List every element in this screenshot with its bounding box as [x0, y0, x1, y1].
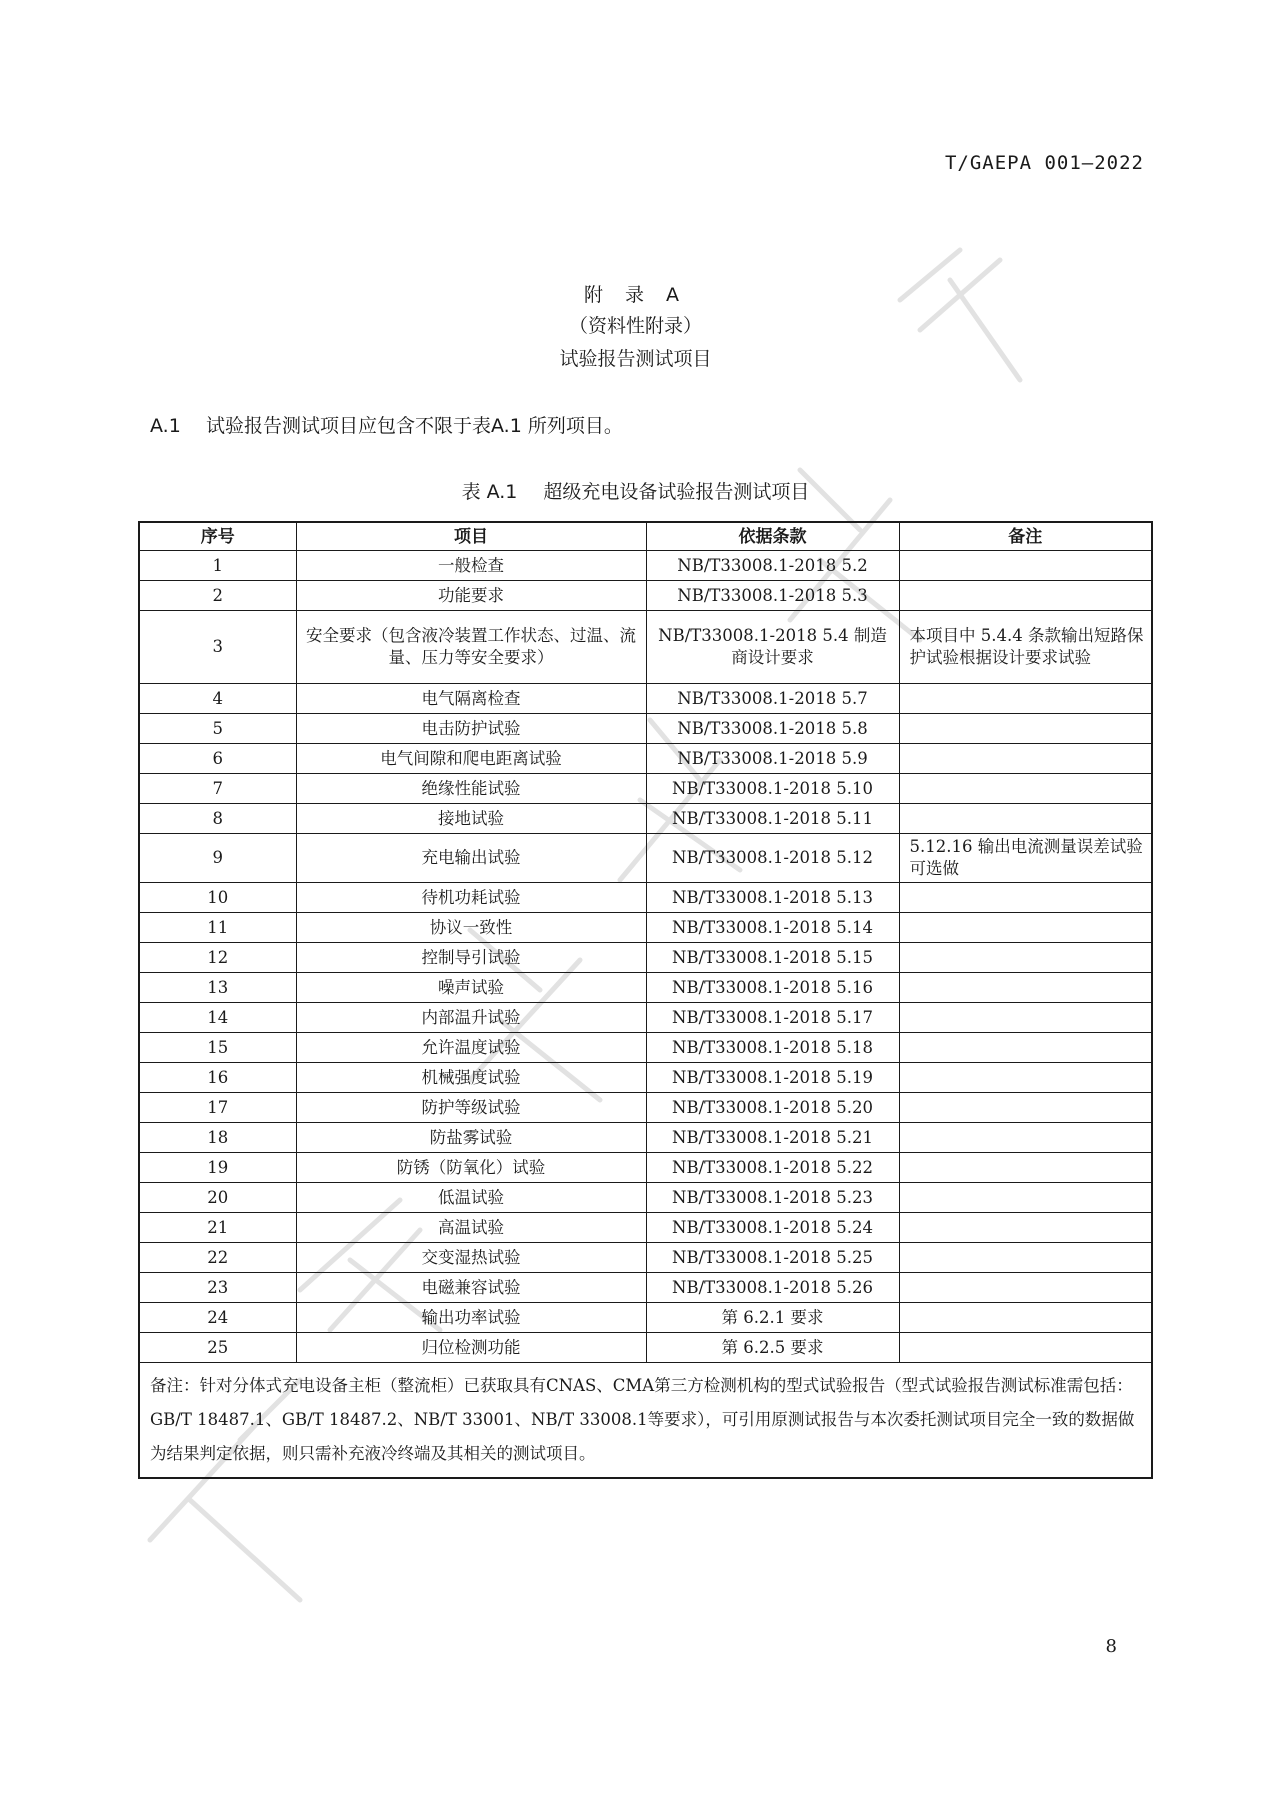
row-remark [899, 1243, 1152, 1273]
row-basis: NB/T33008.1-2018 5.13 [646, 883, 899, 913]
table-caption-title: 超级充电设备试验报告测试项目 [543, 481, 810, 503]
row-item: 噪声试验 [296, 973, 646, 1003]
table-row [139, 913, 1152, 943]
clause-a1 [150, 411, 623, 438]
row-remark [899, 1303, 1152, 1333]
clause-text: 试验报告测试项目应包含不限于表A.1 所列项目。 [206, 415, 623, 437]
row-item: 内部温升试验 [296, 1003, 646, 1033]
row-remark [899, 913, 1152, 943]
row-number: 18 [139, 1123, 296, 1153]
row-number: 12 [139, 943, 296, 973]
table-row [139, 1183, 1152, 1213]
table-row [139, 1123, 1152, 1153]
row-basis: NB/T33008.1-2018 5.21 [646, 1123, 899, 1153]
row-basis: NB/T33008.1-2018 5.10 [646, 774, 899, 804]
row-item: 防锈（防氧化）试验 [296, 1153, 646, 1183]
row-number: 15 [139, 1033, 296, 1063]
table-row [139, 714, 1152, 744]
row-number: 3 [139, 611, 296, 684]
row-number: 17 [139, 1093, 296, 1123]
row-number: 14 [139, 1003, 296, 1033]
row-number: 25 [139, 1333, 296, 1363]
row-number: 9 [139, 834, 296, 883]
row-item: 电磁兼容试验 [296, 1273, 646, 1303]
row-basis: NB/T33008.1-2018 5.7 [646, 684, 899, 714]
row-number: 24 [139, 1303, 296, 1333]
table-note: 备注：针对分体式充电设备主柜（整流柜）已获取具有CNAS、CMA第三方检测机构的型式试验报告（型式试验报告测试标准需包括：GB/T 18487.1、GB/T 18487.2、NB/T 33001、NB/T 33008.1等要求），可引用原测试报告与本次委托测试项目完全一致的数据做为结果判定依据，则只需补充液冷终端及其相关的测试项目。 [139, 1363, 1152, 1479]
row-number: 1 [139, 551, 296, 581]
table-row [139, 581, 1152, 611]
row-item: 防护等级试验 [296, 1093, 646, 1123]
clause-number: A.1 [150, 415, 181, 437]
row-item: 防盐雾试验 [296, 1123, 646, 1153]
row-remark [899, 714, 1152, 744]
row-basis: NB/T33008.1-2018 5.20 [646, 1093, 899, 1123]
row-number: 21 [139, 1213, 296, 1243]
row-basis: NB/T33008.1-2018 5.14 [646, 913, 899, 943]
table-row [139, 1093, 1152, 1123]
row-number: 11 [139, 913, 296, 943]
table-row [139, 774, 1152, 804]
appendix-title: 附 录 A [583, 284, 688, 306]
row-item: 输出功率试验 [296, 1303, 646, 1333]
row-remark [899, 973, 1152, 1003]
table-row [139, 834, 1152, 883]
row-item: 交变湿热试验 [296, 1243, 646, 1273]
row-number: 6 [139, 744, 296, 774]
row-remark [899, 774, 1152, 804]
row-number: 22 [139, 1243, 296, 1273]
row-remark [899, 551, 1152, 581]
row-number: 19 [139, 1153, 296, 1183]
row-basis: NB/T33008.1-2018 5.23 [646, 1183, 899, 1213]
row-basis: NB/T33008.1-2018 5.8 [646, 714, 899, 744]
table-row [139, 1033, 1152, 1063]
row-item: 允许温度试验 [296, 1033, 646, 1063]
row-item: 接地试验 [296, 804, 646, 834]
table-row [139, 1243, 1152, 1273]
table-row [139, 883, 1152, 913]
row-remark [899, 804, 1152, 834]
test-items-table [138, 521, 1153, 1479]
table-row [139, 744, 1152, 774]
row-item: 电气间隙和爬电距离试验 [296, 744, 646, 774]
table-row [139, 684, 1152, 714]
header-remark: 备注 [899, 522, 1152, 551]
row-number: 23 [139, 1273, 296, 1303]
row-basis: NB/T33008.1-2018 5.17 [646, 1003, 899, 1033]
row-number: 20 [139, 1183, 296, 1213]
document-code: T/GAEPA 001—2022 [944, 152, 1144, 174]
row-number: 2 [139, 581, 296, 611]
row-remark [899, 883, 1152, 913]
table-row [139, 1063, 1152, 1093]
row-remark: 5.12.16 输出电流测量误差试验可选做 [899, 834, 1152, 883]
row-basis: NB/T33008.1-2018 5.4 制造商设计要求 [646, 611, 899, 684]
row-basis: NB/T33008.1-2018 5.9 [646, 744, 899, 774]
table-row [139, 804, 1152, 834]
table-row [139, 1333, 1152, 1363]
table-caption [0, 477, 1271, 504]
row-remark [899, 943, 1152, 973]
row-basis: NB/T33008.1-2018 5.3 [646, 581, 899, 611]
row-basis: NB/T33008.1-2018 5.26 [646, 1273, 899, 1303]
table-row [139, 1303, 1152, 1333]
row-item: 电气隔离检查 [296, 684, 646, 714]
row-item: 充电输出试验 [296, 834, 646, 883]
row-basis: NB/T33008.1-2018 5.25 [646, 1243, 899, 1273]
row-remark [899, 1123, 1152, 1153]
row-remark [899, 1273, 1152, 1303]
table-row [139, 973, 1152, 1003]
table-row [139, 1273, 1152, 1303]
row-basis: NB/T33008.1-2018 5.12 [646, 834, 899, 883]
row-number: 8 [139, 804, 296, 834]
row-remark [899, 1213, 1152, 1243]
row-remark [899, 1003, 1152, 1033]
row-number: 5 [139, 714, 296, 744]
row-basis: NB/T33008.1-2018 5.16 [646, 973, 899, 1003]
row-remark [899, 1153, 1152, 1183]
row-item: 绝缘性能试验 [296, 774, 646, 804]
row-number: 13 [139, 973, 296, 1003]
table-note-row [139, 1363, 1152, 1479]
row-remark [899, 1033, 1152, 1063]
row-remark [899, 1093, 1152, 1123]
header-basis: 依据条款 [646, 522, 899, 551]
row-item: 低温试验 [296, 1183, 646, 1213]
table-row [139, 1003, 1152, 1033]
row-basis: NB/T33008.1-2018 5.2 [646, 551, 899, 581]
table-body [139, 551, 1152, 1363]
row-item: 安全要求（包含液冷装置工作状态、过温、流量、压力等安全要求） [296, 611, 646, 684]
row-item: 高温试验 [296, 1213, 646, 1243]
row-basis: NB/T33008.1-2018 5.19 [646, 1063, 899, 1093]
table-row [139, 551, 1152, 581]
row-item: 协议一致性 [296, 913, 646, 943]
appendix-name: 试验报告测试项目 [559, 348, 712, 370]
table-caption-number: 表 A.1 [461, 481, 518, 503]
table-row [139, 1213, 1152, 1243]
row-item: 电击防护试验 [296, 714, 646, 744]
row-number: 16 [139, 1063, 296, 1093]
row-item: 功能要求 [296, 581, 646, 611]
row-basis: NB/T33008.1-2018 5.22 [646, 1153, 899, 1183]
row-item: 归位检测功能 [296, 1333, 646, 1363]
row-basis: 第 6.2.5 要求 [646, 1333, 899, 1363]
row-item: 一般检查 [296, 551, 646, 581]
row-remark [899, 684, 1152, 714]
table-row [139, 943, 1152, 973]
row-item: 控制导引试验 [296, 943, 646, 973]
row-remark [899, 1333, 1152, 1363]
row-remark [899, 744, 1152, 774]
row-remark [899, 1063, 1152, 1093]
row-basis: NB/T33008.1-2018 5.24 [646, 1213, 899, 1243]
row-basis: NB/T33008.1-2018 5.11 [646, 804, 899, 834]
row-basis: 第 6.2.1 要求 [646, 1303, 899, 1333]
table-header-row [139, 522, 1152, 551]
row-basis: NB/T33008.1-2018 5.18 [646, 1033, 899, 1063]
row-number: 4 [139, 684, 296, 714]
row-number: 10 [139, 883, 296, 913]
appendix-subtitle: （资料性附录） [568, 315, 702, 337]
row-remark [899, 1183, 1152, 1213]
row-item: 待机功耗试验 [296, 883, 646, 913]
table-row [139, 1153, 1152, 1183]
row-item: 机械强度试验 [296, 1063, 646, 1093]
header-no: 序号 [139, 522, 296, 551]
page-number: 8 [1105, 1636, 1117, 1657]
row-basis: NB/T33008.1-2018 5.15 [646, 943, 899, 973]
row-remark [899, 581, 1152, 611]
header-item: 项目 [296, 522, 646, 551]
row-number: 7 [139, 774, 296, 804]
row-remark: 本项目中 5.4.4 条款输出短路保护试验根据设计要求试验 [899, 611, 1152, 684]
table-row [139, 611, 1152, 684]
